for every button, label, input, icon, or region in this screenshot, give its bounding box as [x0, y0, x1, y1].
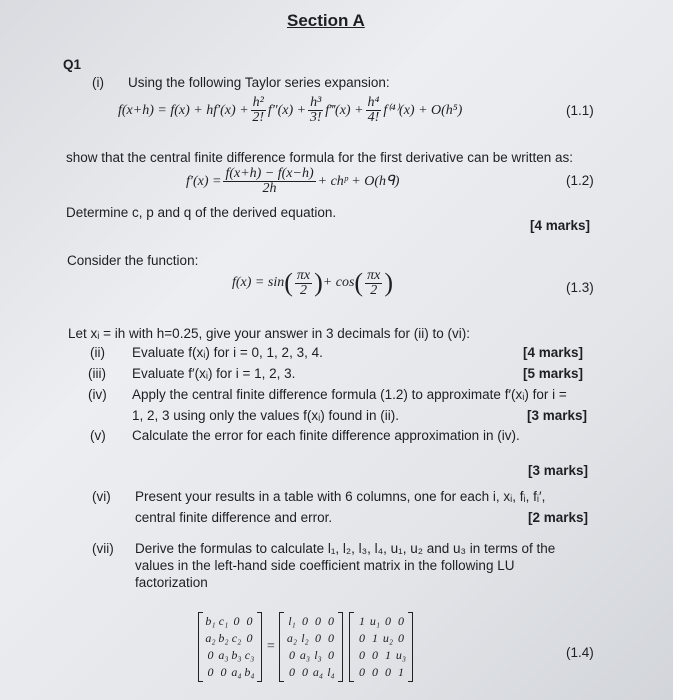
cfd-fraction [223, 167, 315, 196]
matrix-l [279, 612, 343, 682]
matrix-l-row [285, 630, 337, 647]
matrix-cell: 0 [207, 665, 214, 679]
matrix-cell: 0 [384, 614, 391, 628]
cfd-lhs: f′(x) = [186, 173, 222, 189]
part-i-marks: [4 marks] [530, 218, 591, 233]
part-vi-marks: [2 marks] [528, 510, 589, 525]
frac-h3-den: 3! [309, 110, 322, 125]
determine-text: Determine c, p and q of the derived equation. [66, 205, 337, 220]
matrix-cell: 0 [397, 631, 404, 645]
show-text: show that the central finite difference formula for the first derivative can be written as: [66, 150, 574, 165]
cfd-denominator: 2h [262, 181, 277, 196]
matrix-cell: 0 [233, 614, 240, 628]
question-label: Q1 [63, 57, 82, 72]
matrix-cell: 1 [397, 665, 404, 679]
sin-arg-den: 2 [300, 282, 307, 298]
eq-number-1-1: (1.1) [566, 103, 594, 118]
part-v-text: Calculate the error for each finite difference approximation in (iv). [132, 428, 520, 443]
cos-argument [365, 269, 382, 298]
part-i-number: (i) [92, 75, 104, 90]
part-v-marks: [3 marks] [528, 463, 589, 478]
matrix-cell: a₂ [286, 631, 298, 645]
matrix-cell: u₂ [382, 631, 394, 645]
paren-close-1: ) [314, 268, 323, 297]
cfd-numerator: f(x+h) − f(x−h) [225, 166, 314, 181]
part-iii-text: Evaluate f′(xᵢ) for i = 1, 2, 3. [132, 366, 296, 381]
matrix-cell: a₄ [231, 665, 242, 679]
matrix-cell: 0 [384, 665, 391, 679]
matrix-u-row [355, 647, 407, 664]
consider-text: Consider the function: [67, 253, 199, 268]
matrix-cell: b₂ [218, 631, 229, 645]
matrix-l-row [285, 613, 337, 630]
frac-h2-num: h² [252, 95, 264, 110]
paren-open-2: ( [354, 268, 364, 297]
part-iv-text: Apply the central finite difference formula (1.2) to approximate f′(xᵢ) for i = [132, 387, 567, 402]
frac-h2 [251, 96, 266, 125]
matrix-a-row [204, 613, 256, 630]
matrix-cell: l₃ [314, 648, 322, 662]
part-iv-number: (iv) [88, 387, 107, 402]
frac-h4-den: 4! [367, 110, 380, 125]
equals-sign: = [266, 639, 276, 654]
matrix-cell: c₃ [244, 648, 255, 662]
part-v-number: (v) [90, 428, 106, 443]
cos-arg-den: 2 [370, 282, 378, 298]
part-iv-marks: [3 marks] [527, 408, 588, 423]
matrix-cell: 0 [301, 614, 308, 628]
part-vi-text: Present your results in a table with 6 columns, one for each i, xᵢ, fᵢ, fᵢ′, [135, 489, 546, 504]
matrix-cell: 0 [220, 665, 227, 679]
lu-factorization [198, 612, 413, 682]
part-vi-text-2: central finite difference and error. [135, 510, 333, 525]
cfd-formula [186, 167, 399, 196]
frac-h2-den: 2! [252, 110, 265, 125]
matrix-cell: 0 [314, 631, 321, 645]
matrix-cell: 0 [301, 665, 308, 679]
matrix-cell: 0 [327, 614, 334, 628]
taylor-lhs: f(x+h) = f(x) + hf′(x) + [118, 102, 249, 118]
matrix-cell: 0 [358, 631, 365, 645]
frac-h3 [308, 96, 323, 125]
matrix-a-row [204, 664, 256, 681]
part-iii-number: (iii) [88, 366, 106, 381]
taylor-term2: f″(x) + [267, 102, 307, 118]
matrix-a-row [204, 647, 256, 664]
matrix-cell: 0 [246, 631, 253, 645]
part-vii-text: Derive the formulas to calculate l₁, l₂, l₃, l₄, u₁, u₂ and u₃ in terms of the [135, 541, 556, 556]
matrix-u-row [355, 613, 407, 630]
matrix-cell: u₃ [395, 648, 407, 662]
function-lhs: f(x) = sin [232, 275, 285, 290]
matrix-cell: b₄ [244, 665, 255, 679]
function-definition [232, 268, 393, 298]
matrix-cell: a₄ [312, 665, 324, 679]
matrix-cell: u₁ [369, 614, 381, 628]
matrix-a-row [204, 630, 256, 647]
matrix-cell: 0 [246, 614, 253, 628]
sin-arg-num: πx [296, 267, 311, 283]
matrix-cell: 1 [371, 631, 378, 645]
matrix-cell: 1 [358, 614, 365, 628]
matrix-cell: 0 [207, 648, 214, 662]
paren-close-2: ) [384, 268, 393, 297]
part-vi-number: (vi) [92, 489, 111, 504]
part-vii-text-3: factorization [135, 575, 208, 590]
matrix-cell: a₃ [218, 648, 229, 662]
matrix-cell: 0 [371, 665, 378, 679]
frac-h4 [366, 96, 382, 125]
taylor-term4: f⁽⁴⁾(x) + O(h⁵) [383, 103, 463, 118]
taylor-equation [118, 96, 462, 125]
part-iii-marks: [5 marks] [523, 366, 584, 381]
matrix-cell: 0 [358, 648, 365, 662]
eq-number-1-4: (1.4) [566, 645, 594, 660]
sin-argument [295, 269, 312, 298]
matrix-cell: 1 [384, 648, 391, 662]
matrix-cell: 0 [327, 648, 334, 662]
part-ii-marks: [4 marks] [523, 345, 584, 360]
matrix-l-row [285, 664, 337, 681]
part-vii-text-2: values in the left-hand side coefficient matrix in the following LU [135, 558, 515, 573]
frac-h4-num: h⁴ [367, 95, 380, 110]
matrix-u-row [355, 664, 407, 681]
part-ii-text: Evaluate f(xᵢ) for i = 0, 1, 2, 3, 4. [132, 345, 323, 360]
matrix-cell: 0 [371, 648, 378, 662]
part-ii-number: (ii) [90, 345, 105, 360]
matrix-cell: a₂ [205, 631, 216, 645]
part-vii-number: (vii) [92, 541, 114, 556]
matrix-cell: l₁ [288, 614, 296, 628]
frac-h3-num: h³ [310, 95, 322, 110]
matrix-cell: 0 [327, 631, 334, 645]
matrix-cell: l₂ [301, 631, 309, 645]
matrix-cell: 0 [358, 665, 365, 679]
eq-number-1-2: (1.2) [566, 173, 594, 188]
section-title: Section A [287, 11, 365, 30]
matrix-cell: c₁ [218, 614, 229, 628]
matrix-l-row [285, 647, 337, 664]
matrix-cell: 0 [397, 614, 404, 628]
matrix-cell: b₃ [231, 648, 242, 662]
matrix-cell: 0 [288, 665, 295, 679]
matrix-cell: 0 [288, 648, 295, 662]
matrix-cell: c₂ [231, 631, 242, 645]
matrix-cell: 0 [314, 614, 321, 628]
matrix-cell: a₃ [299, 648, 311, 662]
paren-open-1: ( [284, 268, 293, 297]
matrix-cell: b₁ [205, 614, 216, 628]
cos-arg-num: πx [367, 267, 381, 283]
matrix-cell: l₄ [327, 665, 335, 679]
matrix-a [198, 612, 262, 682]
part-iv-text-2: 1, 2, 3 using only the values f(xᵢ) found in (ii). [132, 408, 400, 423]
matrix-u [349, 612, 413, 682]
plus-cos: + cos [322, 275, 355, 290]
cfd-rest: + chᵖ + O(hᑫ) [317, 174, 400, 189]
let-text: Let xᵢ = ih with h=0.25, give your answer in 3 decimals for (ii) to (vi): [68, 326, 471, 341]
matrix-u-row [355, 630, 407, 647]
eq-number-1-3: (1.3) [566, 280, 594, 295]
part-i-intro: Using the following Taylor series expansion: [128, 75, 390, 90]
taylor-term3: f‴(x) + [325, 102, 364, 118]
